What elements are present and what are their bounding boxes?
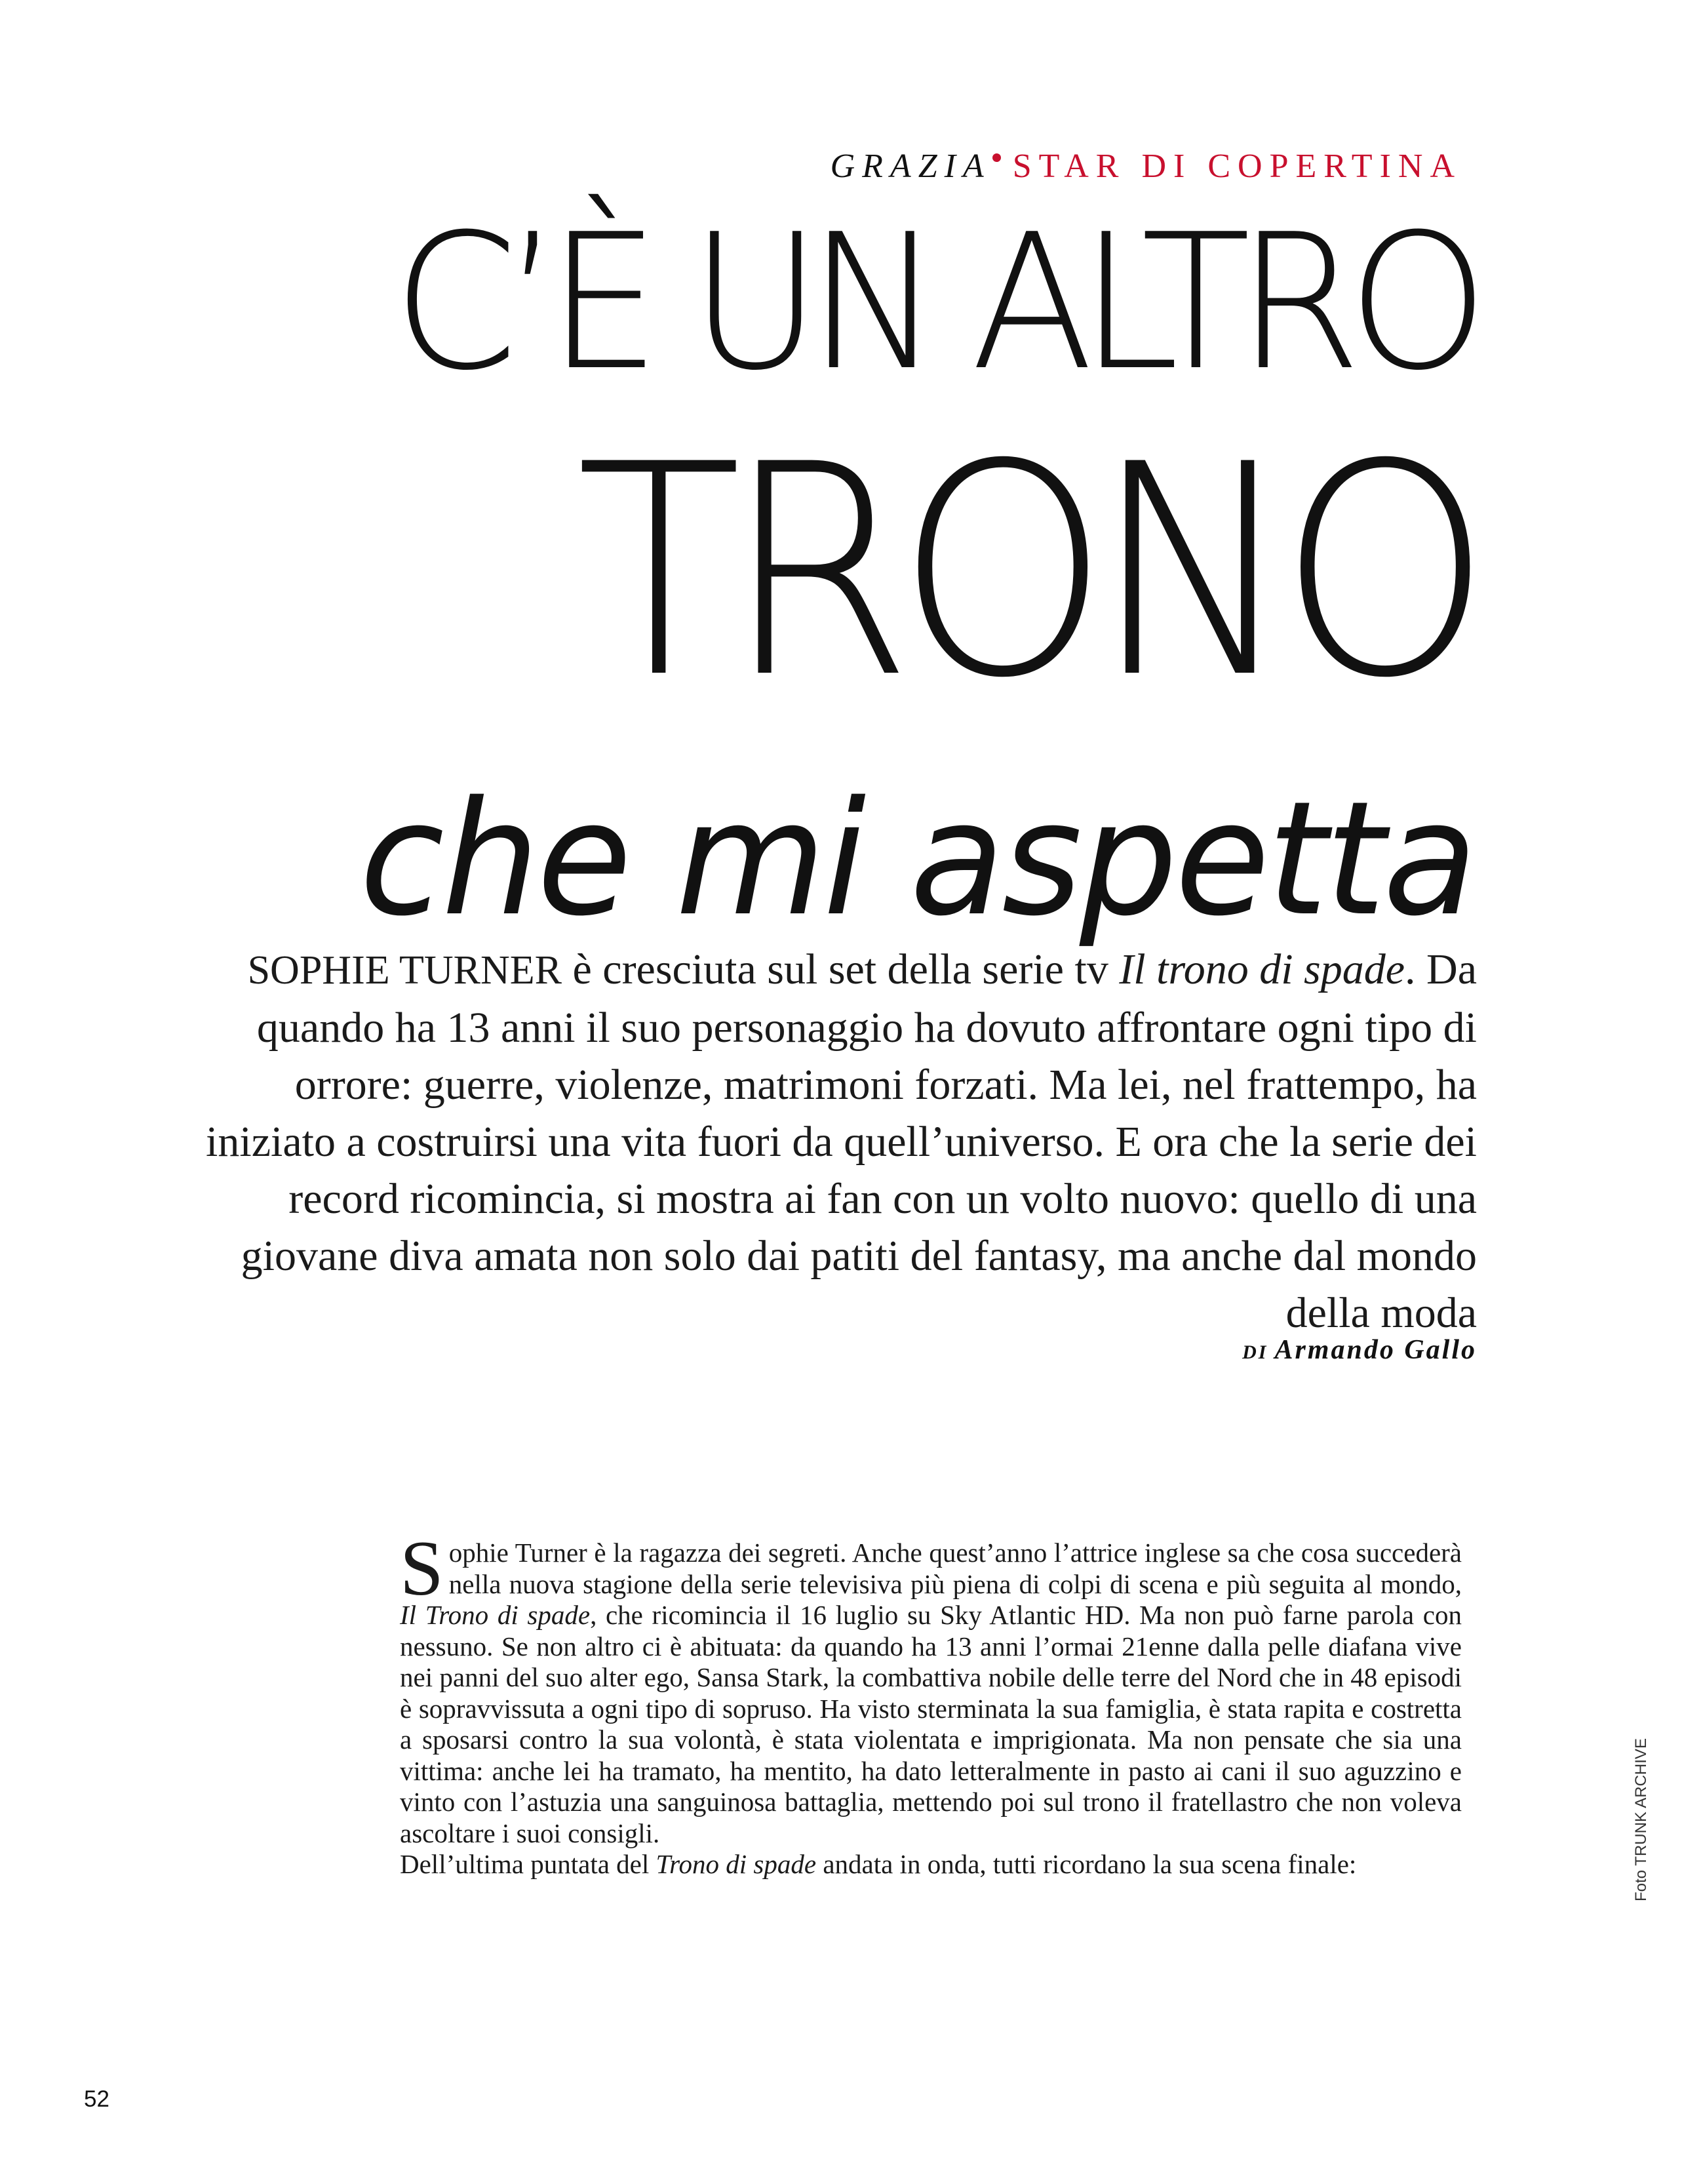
section-kicker — [831, 149, 1462, 184]
section-label: STAR DI COPERTINA — [1012, 148, 1462, 185]
body-paragraph — [400, 1849, 1462, 1880]
byline-author: Armando Gallo — [1274, 1335, 1477, 1365]
body-text-segment: andata in onda, tutti ricordano la sua scena finale: — [816, 1849, 1357, 1879]
standfirst-text-2: . Da quando ha 13 anni il suo personaggio ha dovuto affrontare ogni tipo di orrore: guerre, violenze, matrimoni forzati. Ma lei, nel frattempo, ha iniziato a costruirsi una vita fuori da quell’universo. E ora che la serie dei record ricomincia, si mostra ai fan con un volto nuovo: quello di una giovane diva amata non solo dai patiti del fantasy, ma anche dal mondo della moda — [206, 945, 1477, 1337]
article-body — [400, 1524, 1462, 1880]
body-text-segment: , che ricomincia il 16 luglio su Sky Atlantic HD. Ma non può farne parola con nessuno. Se non altro ci è abituata: da quando ha 13 anni l’ormai 21enne dalla pelle diafana vive nei panni del suo alter ego, Sansa Stark, la combattiva nobile delle terre del Nord che in 48 episodi è sopravvissuta a ogni tipo di sopruso. Ha visto sterminata la sua famiglia, è stata rapita e costretta a sposarsi contro la sua volontà, è stata violentata e imprigionata. Ma non pensate che sia una vittima: anche lei ha tramato, ha mentito, ha dato letteralmente in pasto ai cani il suo aguzzino e vinto con l’astuzia una sanguinosa battaglia, mettendo poi sul trono il fratellastro che non voleva ascoltare i suoi consigli. — [400, 1600, 1462, 1848]
standfirst-text-1: è cresciuta sul set della serie tv — [561, 945, 1120, 993]
body-show-title: Trono di spade — [656, 1849, 817, 1879]
standfirst-show-title: Il trono di spade — [1119, 945, 1405, 993]
body-paragraph — [400, 1524, 1462, 1849]
byline — [1242, 1334, 1477, 1366]
page-number: 52 — [84, 2086, 109, 2112]
standfirst — [166, 941, 1477, 1341]
red-dot-icon — [992, 153, 1001, 162]
magazine-brand: GRAZIA — [830, 148, 991, 185]
headline-line-2: TRONO — [576, 402, 1475, 742]
body-text-segment: Dell’ultima puntata del — [400, 1849, 656, 1879]
headline-line-1: C’È UN ALTRO — [393, 194, 1476, 412]
byline-prefix: DI — [1242, 1341, 1268, 1363]
drop-cap: S — [400, 1524, 444, 1612]
body-text-segment: ophie Turner è la ragazza dei segreti. Anche quest’anno l’attrice inglese sa che cosa succederà nella nuova stagione della serie televisiva più piena di colpi di scena e più seguita al mondo, — [448, 1538, 1462, 1599]
body-show-title: Il Trono di spade — [400, 1600, 591, 1630]
headline-line-3: che mi aspetta — [359, 767, 1475, 951]
standfirst-lead-name: SOPHIE TURNER — [247, 948, 562, 993]
photo-credit: Foto TRUNK ARCHIVE — [1632, 1738, 1650, 1901]
